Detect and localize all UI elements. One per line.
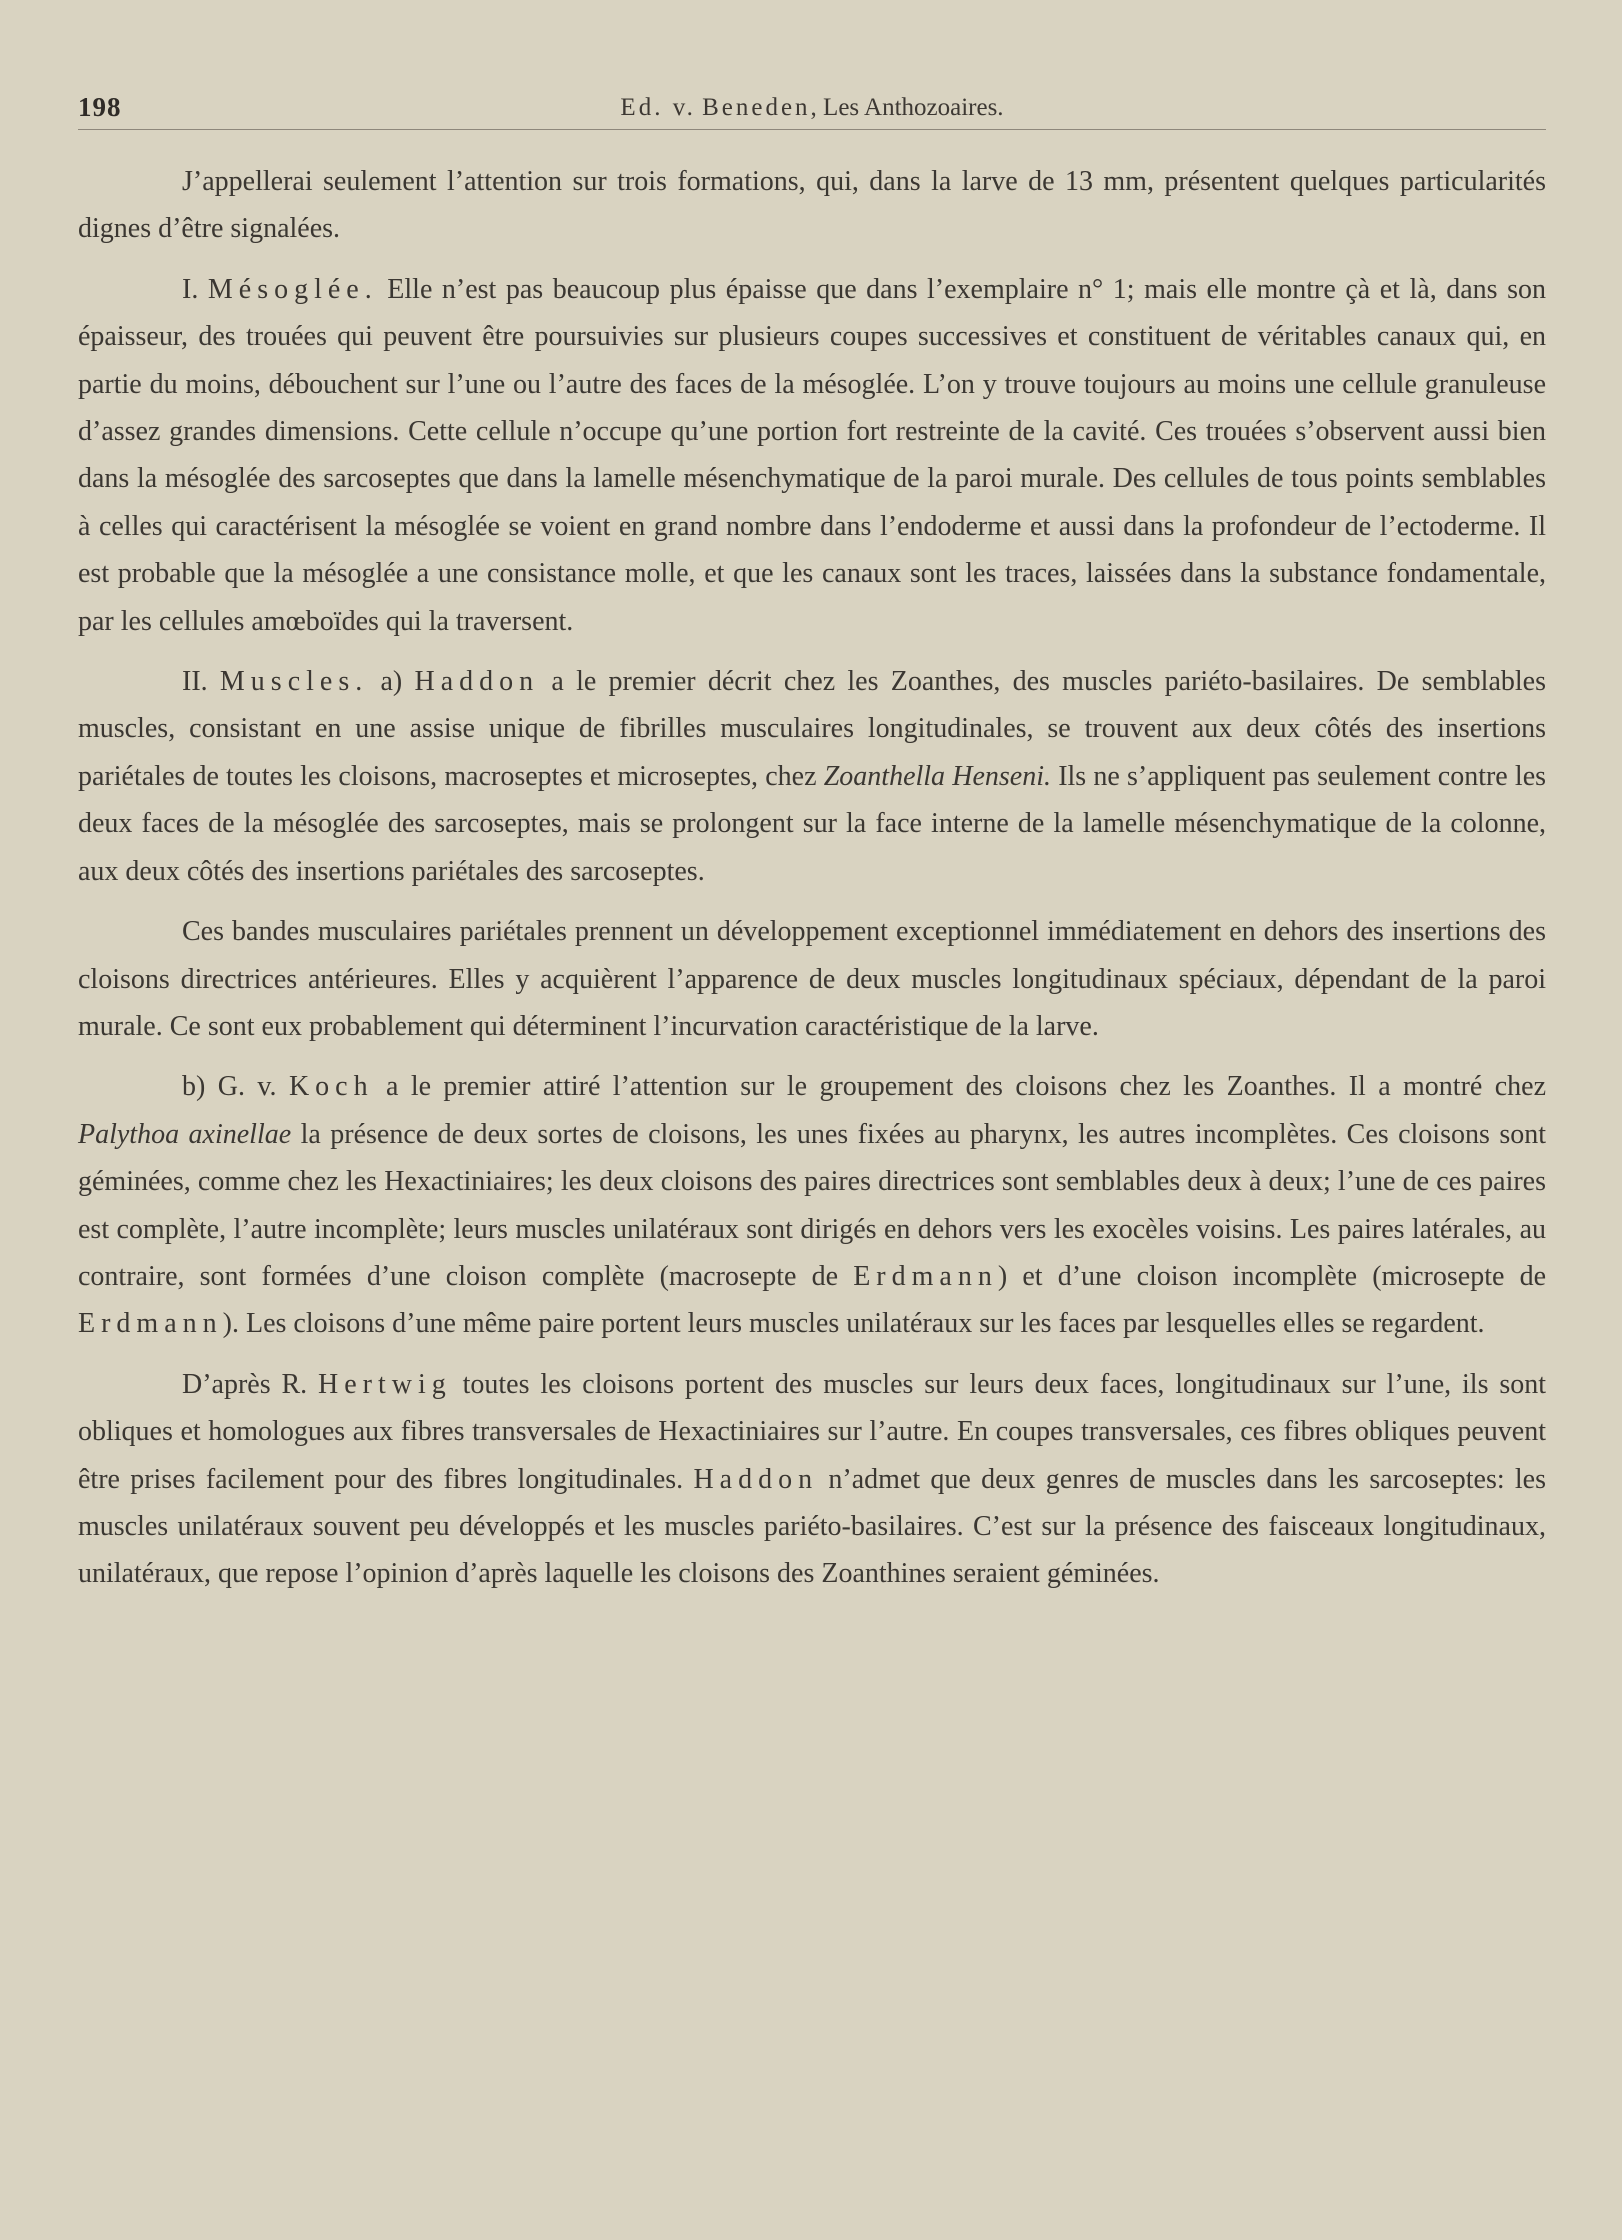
page-number: 198 bbox=[78, 92, 122, 122]
paragraph-text: n’admet que deux genres de muscles dans les sarcoseptes: les muscles unilatéraux souvent peu développés et les muscles pariéto-basilaires. C’est sur la présence des faisceaux longitudinaux, unilatéraux, que repose l’opinion d’après laquelle les cloisons des Zoanthines seraient géminées. bbox=[78, 1463, 1547, 1590]
page-header bbox=[78, 92, 1546, 128]
author-name: Erdmann bbox=[78, 1308, 223, 1340]
section-number: II. bbox=[182, 666, 208, 698]
running-head bbox=[78, 94, 1546, 122]
author-name: Koch bbox=[288, 1071, 374, 1103]
running-head-author: Ed. v. bbox=[620, 94, 696, 121]
author-name: Haddon bbox=[414, 666, 540, 698]
running-head-name: Beneden bbox=[702, 94, 811, 121]
author-name: Haddon bbox=[693, 1463, 819, 1495]
paragraph-text: a le premier décrit chez les Zoanthes, des muscles pariéto-basilaires. De semblables muscles, consistant en une assise unique de fibrilles musculaires longitudinales, se trouvent aux deux côtés des insertions pariétales de toutes les cloisons, macroseptes et microseptes, chez bbox=[78, 666, 1546, 792]
paragraph-text: ). Les cloisons d’une même paire portent leurs muscles unilatéraux sur les faces par lesquelles elles se regardent. bbox=[222, 1308, 1485, 1340]
paragraph-text: toutes les cloisons portent des muscles sur leurs deux faces, longitudinaux sur l’une, ils sont obliques et homologues aux fibres transversales de Hexactiniaires sur l’autre. En coupes transversales, ces fibres obliques peuvent être prises facilement pour des fibres longitudinales. bbox=[78, 1368, 1546, 1495]
paragraph-muscles bbox=[78, 658, 1546, 895]
species-name: Zoanthella Henseni. bbox=[823, 760, 1051, 792]
subsection-label: a) bbox=[380, 666, 403, 698]
paragraph-hertwig bbox=[78, 1361, 1546, 1598]
paragraph-intro: J’appellerai seulement l’attention sur trois formations, qui, dans la larve de 13 mm, présentent quelques particularités dignes d’être signalées. bbox=[78, 166, 1546, 245]
paragraph-text: Ils ne s’appliquent pas seulement contre les deux faces de la mésoglée des sarcoseptes, mais se prolongent sur la face interne de la lamelle mésenchymatique de la colonne, aux deux côtés des insertions pariétales des sarcoseptes. bbox=[78, 760, 1547, 887]
paragraph-text: la présence de deux sortes de cloisons, les unes fixées au pharynx, les autres incomplètes. Ces cloisons sont géminées, comme chez les Hexactiniaires; les deux cloisons des paires directrices sont semblables deux à deux; l’une de ces paires est complète, l’autre incomplète; leurs muscles unilatéraux sont dirigés en dehors vers les exocèles voisins. Les paires latérales, au contraire, sont formées d’une cloison complète (macrosepte de bbox=[78, 1118, 1546, 1292]
paragraph-text: ) et d’une cloison incomplète (microsepte de bbox=[997, 1260, 1546, 1292]
body-text bbox=[78, 158, 1546, 1611]
section-heading: Muscles. bbox=[219, 666, 369, 698]
species-name: Palythoa axinellae bbox=[78, 1118, 292, 1150]
paragraph-bandes: Ces bandes musculaires pariétales prennent un développement exceptionnel immédiatement en dehors des insertions des cloisons directrices antérieures. Elles y acquièrent l’apparence de deux muscles longitudinaux spéciaux, dépendant de la paroi murale. Ce sont eux probablement qui déterminent l’incurvation caractéristique de la larve. bbox=[78, 916, 1546, 1042]
author-name: Erdmann bbox=[853, 1260, 998, 1292]
author-initials: G. v. bbox=[217, 1071, 277, 1103]
header-rule bbox=[78, 129, 1546, 130]
paragraph-text: Elle n’est pas beaucoup plus épaisse que dans l’exemplaire n° 1; mais elle montre çà et là, dans son épaisseur, des trouées qui peuvent être poursuivies sur plusieurs coupes successives et constituent de véritables canaux qui, en partie du moins, débouchent sur l’une ou l’autre des faces de la mésoglée. L’on y trouve toujours au moins une cellule granuleuse d’assez grandes dimensions. Cette cellule n’occupe qu’une portion fort restreinte de la cavité. Ces trouées s’observent aussi bien dans la mésoglée des sarcoseptes que dans la lamelle mésenchymatique de la paroi murale. Des cellules de tous points semblables à celles qui caractérisent la mésoglée se voient en grand nombre dans l’endoderme et aussi dans la profondeur de l’ectoderme. Il est probable que la mésoglée a une consistance molle, et que les canaux sont les traces, laissées dans la substance fondamentale, par les cellules amœboïdes qui la traversent. bbox=[78, 273, 1546, 637]
paragraph-text: a le premier attiré l’attention sur le groupement des cloisons chez les Zoanthes. Il a montré chez bbox=[386, 1071, 1547, 1103]
running-head-title: , Les Anthozoaires. bbox=[810, 94, 1004, 121]
paragraph-koch bbox=[78, 1063, 1546, 1347]
paragraph-text: D’après R. bbox=[182, 1368, 308, 1400]
subsection-label: b) bbox=[182, 1071, 206, 1103]
author-name: Hertwig bbox=[317, 1368, 452, 1400]
paragraph-mesoglee bbox=[78, 266, 1546, 645]
section-heading: Mésoglée. bbox=[207, 273, 378, 305]
section-number: I. bbox=[182, 273, 199, 305]
